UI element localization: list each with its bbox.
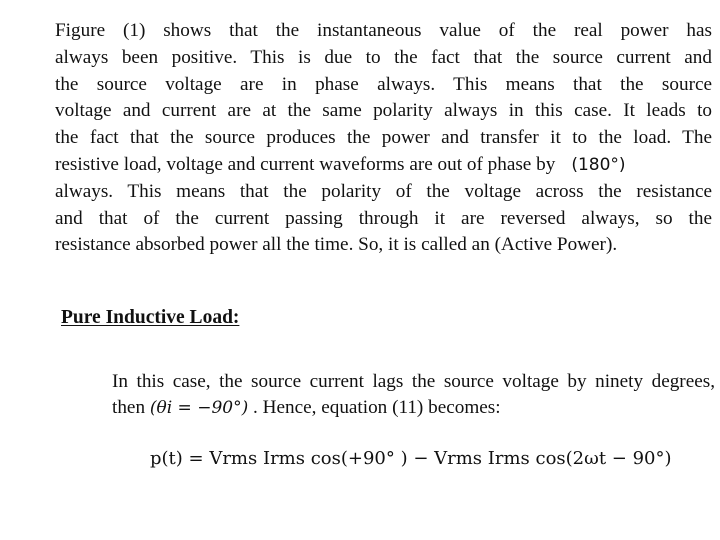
body-paragraph xyxy=(55,18,712,259)
inductive-line-2-suffix: . Hence, equation (11) becomes: xyxy=(253,397,501,418)
then-word: then xyxy=(112,397,146,418)
paragraph-line-with-angle xyxy=(55,152,712,179)
section-heading: Pure Inductive Load: xyxy=(61,307,240,328)
paragraph-line: Figure (1) shows that the instantaneous value of the real power has xyxy=(55,20,712,41)
paragraph-line: and that of the current passing through it are reversed always, so the xyxy=(55,207,712,229)
paragraph-line: resistance absorbed power all the time. So, it is called an (Active Power). xyxy=(55,234,618,256)
paragraph-line: the fact that the source produces the power and transfer it to the load. The xyxy=(55,127,712,149)
paragraph-line: the source voltage are in phase always. This means that the source xyxy=(55,73,712,95)
paragraph-line: always. This means that the polarity of the voltage across the resistance xyxy=(55,180,712,202)
inductive-line-1: In this case, the source current lags the source voltage by ninety degrees, xyxy=(112,371,715,392)
theta-expression: (θi = −90°) xyxy=(149,398,249,418)
paragraph-line-text: resistive load, voltage and current waveforms are out of phase by xyxy=(55,153,556,175)
paragraph-line: always been positive. This is due to the fact that the source current and xyxy=(55,46,712,68)
phase-angle: (180°) xyxy=(571,154,626,175)
inductive-line-2 xyxy=(112,395,715,421)
paragraph-line: voltage and current are at the same polarity always in this case. It leads to xyxy=(55,100,712,122)
inductive-paragraph xyxy=(112,369,715,421)
power-equation: p(t) = Vrms Irms cos(+90° ) − Vrms Irms cos(2ωt − 90°) xyxy=(150,448,672,469)
